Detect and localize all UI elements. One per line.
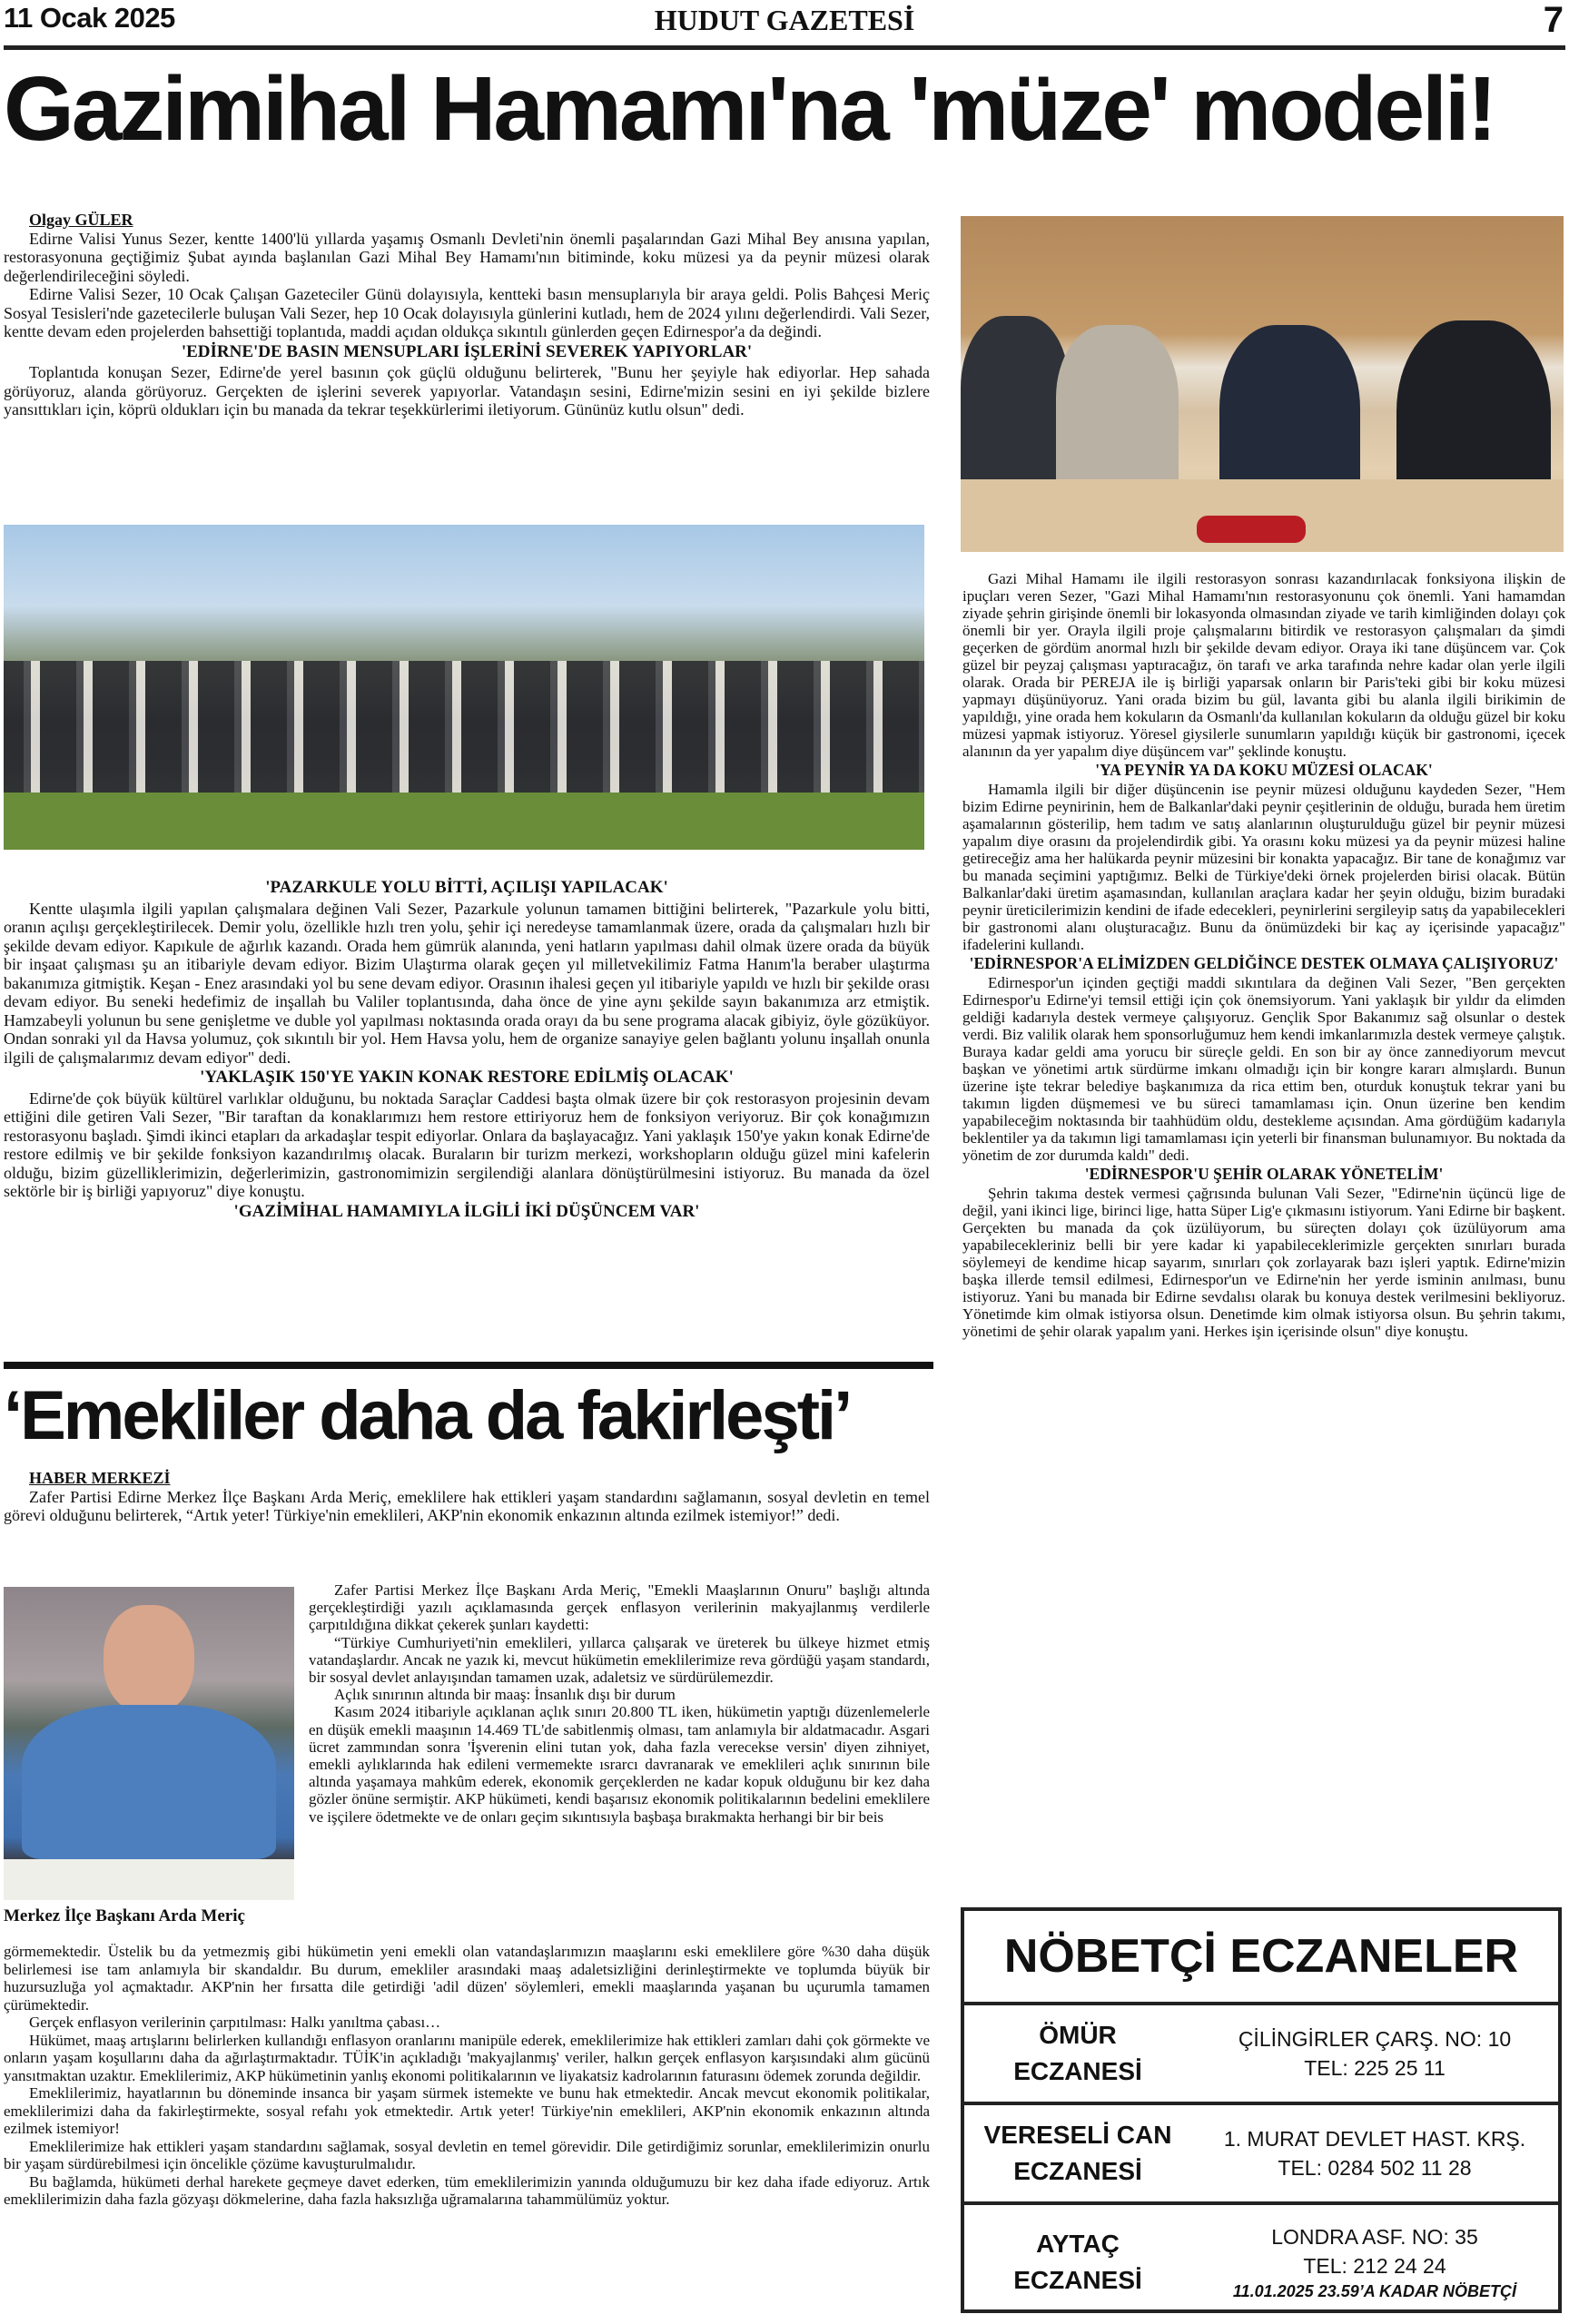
paragraph: Zafer Partisi Edirne Merkez İlçe Başkanı Arda Meriç, emeklilere hak ettikleri yaşam standardını sağlamanın, sosyal devletin en temel görevi olduğunu belirterek, “Artık yeter! Türkiye'nin emeklileri, AKP'nin ekonomik enkazının altında ezilmek istemiyor!” dedi. xyxy=(4,1487,930,1524)
paragraph: Açlık sınırının altında bir maaş: İnsanlık dışı bir durum xyxy=(334,1686,676,1704)
paragraph: Kasım 2024 itibariyle açıklanan açlık sınırı 20.800 TL iken, hükümetin yaptığı düzenlemelerle en düşük emekli maaşının 14.469 TL'de sabitlenmiş olması, tam anlamıyla bir aldatmacadır. Asgari ücret zammından sonra 'İşverenin elini tutan yok, daha fazla verecekse versin' diyen zihniyet, emekli aylıklarında hak edileni vermemekte ısrarcı davranarak ve emeklileri açlık sınırının bile altında yaşamaya mahkûm ederek, ekonomik gerçeklerden ne kadar kopuk olduğunu bir kez daha gözler önüne sermiştir. AKP hükümeti, kendi başarısız ekonomik politikalarının bedelini emeklilere ve işçilere ödetmekte ve de onları geçim sıkıntısıyla başbaşa bırakmakta herhangi bir bir beis xyxy=(309,1703,930,1826)
subheading: 'YAKLAŞIK 150'YE YAKIN KONAK RESTORE EDİLMİŞ OLACAK' xyxy=(200,1068,734,1087)
paragraph: Zafer Partisi Merkez İlçe Başkanı Arda Meriç, "Emekli Maaşlarının Onuru" başlığı altında gerçekleştirdiği yazılı açıklamasında gerçek enflasyon verilerinin makyajlanmış verdilerle çarpıtıldığına dikkat çekerek şunları kaydetti: xyxy=(309,1581,930,1634)
article1-right-column xyxy=(962,570,1565,1340)
paragraph: Edirne'de çok büyük kültürel varlıklar olduğunu, bu noktada Saraçlar Caddesi başta olmak üzere bir çok restorasyon projesinin devam ettiğini dile getiren Vali Sezer, "Bir taraftan da konaklarımızı hem restore ettiriyoruz hem de fonksiyon veriyoruz. Bir çok konağımızın restorasyonu başladı. Şimdi ikinci etapları da arkadaşlar tespit ediyorlar. Onlara da başlayacağız. Yani yaklaşık 150'ye yakın konak Edirne'de restore edilmiş ve bir şekilde fonksiyon kazandırılmış olacak. Buraların bir turizm merkezi, workshopların olduğu güzel mini kafelerin olduğu, bizim güzelliklerimizin, değerlerimizin, gastronomimizin sergilendiği alanlara dönüştürülmesini istiyoruz. Bu manada da özel sektörle bir iş birliği yapıyoruz" diye konuştu. xyxy=(4,1088,930,1200)
article1-intro-column xyxy=(4,211,930,419)
pharmacy-phone: TEL: 212 24 24 xyxy=(1303,2253,1446,2278)
pharmacy-name: AYTAÇ xyxy=(1036,2229,1120,2258)
paragraph: “Türkiye Cumhuriyeti'nin emeklileri, yıllarca çalışarak ve üreterek bu ülkeye hizmet etmiş vatandaşlardır. Ancak ne yazık ki, mevcut hükümetin emeklilerimize reva gördüğü yaşam standardı, bir sosyal devlet anlayışından tamamen uzak, adaletsiz ve sürdürülemezdir. xyxy=(309,1633,930,1687)
subheading: 'EDİRNESPOR'A ELİMİZDEN GELDİĞİNCE DESTEK OLMAYA ÇALIŞIYORUZ' xyxy=(969,954,1559,972)
masthead-rule xyxy=(4,45,1565,50)
paragraph: Şehrin takıma destek vermesi çağrısında bulunan Vali Sezer, "Edirne'nin üçüncü lige de değil, yani ikinci lige, birinci lige, hatta Süper Lig'e çıkmasını istiyorum. Yani Edirne bir başkent. Gerçekten bu manada da çok üzülüyorum, bu süreçten dolayı çok üzülüyorum ama yapabilecekleriniz belli bir yere kadar ki yapabileceklerimizle gerçekten sınırları burada söylemeyi de kendime hicap sayarım, sınırları çok zorlayarak bazı işleri yaptık. Edirne'mizin başka illerde temsil edilmesi, Edirnespor'un ve Edirne'nin her yerde isminin anılması, bunu istiyoruz. Yani bu manada bir Edirne sevdalısı olarak bu konuya destek verilmesini bekliyoruz. Yönetimde kim olmak istiyorsa olsun. Denetimde kim olmak istiyorsa olsun. Bu şehrin takımı, yönetimi de şehir olarak yapalım yani. Herkes işin içerisinde olsun" diye konuştu. xyxy=(962,1185,1565,1340)
paragraph: Gazi Mihal Hamamı ile ilgili restorasyon sonrası kazandırılacak fonksiyona ilişkin de ipuçları veren Sezer, "Gazi Mihal Hamamı'nın restorasyonunu çok önemli. Yani hamamdan ziyade şehrin girişinde önemli bir lokasyonda olmasından ziyade ve tarih kimliğinden dolayı çok önemli bir yer. Orayla ilgili proje çalışmalarını bitirdik ve restorasyon çalışmaları da şimdi geçerken de gördüm anormal hızlı bir şekilde devam ediyor. Oraya iki tane düşüncem var. Çok güzel bir peyzaj çalışması yaptıracağız, ön tarafı ve arka tarafında nehre kadar olan yerle ilgili olarak. Orada bir PEREJA ile iş birliği yaparsak onların bir Paris'teki gibi bir koku müzesi yapmayı düşünüyoruz. Yani orada bizim bu gül, lavanta gibi bu alanla ilgili birikimin de yapıldığı, yine orada hem kokuların da Osmanlı'da kullanılan kokuların da olduğu güzel bir koku müzesi yapmak istiyoruz. Yöresel giysilerle sunumların yapıldığı küçük bir gastronomi, içecek alanının da yer yapalım diye düşüncem var" şeklinde konuştu. xyxy=(962,570,1565,760)
pharmacy-address: ÇİLİNGİRLER ÇARŞ. NO: 10 xyxy=(1238,2027,1512,2051)
subheading: 'GAZİMİHAL HAMAMIYLA İLGİLİ İKİ DÜŞÜNCEM VAR' xyxy=(233,1201,700,1221)
paragraph: Kentte ulaşımla ilgili yapılan çalışmalara değinen Vali Sezer, Pazarkule yolunun tamamen bittiğini belirterek, "Pazarkule yolu bitti, oranın açılışı gerçekleştirilecek. Demir yolu, özellikle hızlı tren yolu, şehir içi neredeyse tamamlanmak üzere, orada da çalışmaları hızlı bir şekilde devam ediyor. Kapıkule de ağırlık kazandı. Orada hem gümrük alanında, yeni hatların yapılması dahil olmak üzere orada da büyük bir inşaat çalışması şu an itibariyle devam ediyor. Bizim Ulaştırma olarak geçen yıl milletvekilimiz Fatma Hanım'la beraber ulaştırma bakanımıza gitmiştik. Keşan - Enez arasındaki yol bu sene devam ediyor. Orasının ihalesi geçen yıl itibariyle yapıldı ve hızlı bir şekilde orası devam ediyor. Bu seneki hedefimiz de inşallah bu Valiler toplantısında, daha önce de yine aynı şekilde sayın bakanımıza arz etmiştik. Hamzabeyli yolunun bu sene genişletme ve duble yol yapılması noktasında orada orayı da bu sene programa alacak gibiyiz, öyle gözüküyor. Ondan sonraki yıl da Havsa yolumuz, çok sıkıntılı bir yol. Hem Havsa yolu, hem de organize sanayiye gelen bağlantı yolunu inşallah onunla ilgili de çalışmalarımız devam ediyor" dedi. xyxy=(4,899,930,1067)
photo-caption: Merkez İlçe Başkanı Arda Meriç xyxy=(4,1906,245,1925)
group-photo-journalists xyxy=(4,525,924,850)
paragraph: Toplantıda konuşan Sezer, Edirne'de yerel basının çok güçlü olduğunu belirterek, "Bunu her şeyiyle hak ediyorlar. Hep sahada görüyoruz, alanda görüyoruz. Gerçekten de işlerini severek yapıyorlar. Vatandaşın sesini, Edirne'mizin sesini en iyi şekilde bizlere yansıttıkları için, köprü oldukları için bu manada da tekrar teşekkürlerimi iletiyorum. Gününüz kutlu olsun" dedi. xyxy=(4,363,930,419)
byline: Olgay GÜLER xyxy=(29,211,133,229)
second-headline: ‘Emekliler daha da fakirleşti’ xyxy=(4,1377,851,1454)
portrait-photo-arda-meric xyxy=(4,1587,294,1900)
pharmacy-name-suffix: ECZANESİ xyxy=(1013,2265,1142,2294)
page-number: 7 xyxy=(1543,0,1564,40)
pharmacy-phone: TEL: 225 25 11 xyxy=(1304,2056,1446,2080)
pharmacy-phone: TEL: 0284 502 11 28 xyxy=(1278,2156,1472,2180)
paragraph: Emeklilerimiz, hayatlarının bu döneminde insanca bir yaşam sürmek istemekte ve bunu hak etmektedir. Ancak mevcut ekonomik politikalar, emeklilerimizi daha da fakirleştirmekte, sosyal refahı yok etmektedir. Artık yeter! Türkiye'nin emeklileri, AKP'nin ekonomik enkazının altında ezilmek istemiyor! xyxy=(4,2084,930,2137)
paragraph: Hamamla ilgili bir diğer düşüncenin ise peynir müzesi olduğunu kaydeden Sezer, "Hem bizim Edirne peynirinin, hem de Balkanlar'daki peynir çeşitlerinin de olduğu, burada hem üretim aşamalarının gösterilip, hem tadım ve satış alanlarının oluşturulduğu güzel bir peynir müzesi yapalım diye orasını da projelendirdik gibi. Ya orasını koku müzesi ya da peynir müzesi haline getireceğiz ama her halükarda peynir müzesini bir konakta yapacağız. Bir tane de konağımız var bu manada seçimini yaptığımız. Belki de Türkiye'deki örnek projelerden birisi olacak. Bütün Balkanlar'daki üretim aşamasından, kullanılan araçlara kadar her şeyin olduğu, bizim buradaki peynir üreticilerimizin kendini de ifade edecekleri, peynirlerini sergileyip satış da yapabilecekleri bir gastronomi alanı oluşturacağız. Bunu da önümüzdeki bir kaç ay içerisinde yapacağız" ifadelerini kullandı. xyxy=(962,781,1565,953)
paragraph: görmemektedir. Üstelik bu da yetmezmiş gibi hükümetin yeni emekli olan vatandaşlarımızın maaşlarını eski emeklilere göre %30 daha düşük belirlemesi ise tam anlamıyla bir skandaldır. Bu durum, emekliler arasındaki maaş adaletsizliğini derinleştirmekte ve toplumda büyük bir huzursuzluğa yol açmaktadır. AKP'nin her fırsatta dile getirdiği 'adil düzen' söylemleri, emekli maaşlarında yaşanan bu uçurumla tamamen çürümektedir. xyxy=(4,1943,930,2014)
byline: HABER MERKEZİ xyxy=(29,1469,171,1487)
pharmacies-title: NÖBETÇİ ECZANELER xyxy=(964,1911,1558,2005)
pharmacy-name: VERESELİ CAN xyxy=(983,2121,1172,2149)
subheading: 'PAZARKULE YOLU BİTTİ, AÇILIŞI YAPILACAK' xyxy=(265,878,668,897)
press-meeting-photo xyxy=(961,216,1564,552)
paragraph: Hükümet, maaş artışlarını belirlerken kullandığı enflasyon oranlarını manipüle ederek, emeklilerimize hak ettikleri zamları dahi çok görmekte ve onların yaşam koşullarını daha da ağırlaştırmaktadır. TÜİK'in açıkladığı 'makyajlanmış' veriler, halkın gerçek enflasyon karşısındaki alım gücünü yansıtmaktan uzaktır. Emeklilerimiz, AKP hükümetinin yanlış ekonomi politikalarının ve liyakatsiz kadrolarının faturasını ödemek zorunda değildir. xyxy=(4,2031,930,2084)
pharmacy-name-suffix: ECZANESİ xyxy=(1013,2057,1142,2085)
pharmacy-address: LONDRA ASF. NO: 35 xyxy=(1271,2224,1478,2249)
issue-date: 11 Ocak 2025 xyxy=(4,2,175,34)
duty-note: 11.01.2025 23.59’A KADAR NÖBETÇİ xyxy=(1232,2281,1517,2300)
subheading: 'YA PEYNİR YA DA KOKU MÜZESİ OLACAK' xyxy=(1095,761,1433,779)
subheading: 'EDİRNE'DE BASIN MENSUPLARI İŞLERİNİ SEVEREK YAPIYORLAR' xyxy=(181,341,753,361)
pharmacy-row xyxy=(964,2205,1558,2319)
main-headline: Gazimihal Hamamı'na 'müze' modeli! xyxy=(4,58,1495,160)
article2-intro xyxy=(4,1469,930,1525)
paragraph: Edirnespor'un içinden geçtiği maddi sıkıntılara da değinen Vali Sezer, "Ben gerçekten Edirnespor'u Edirne'yi temsil ettiği için çok önemsiyorum. Yani yaklaşık bir yıldır da elimden geldiği kadarıyla destek vermeye çalışıyoruz. Gençlik Spor Bakanımız sağ olsunlar o destek verdi. Biz valilik olarak hem sponsorluğumuz hem kendi imkanlarımızla destek vermeye çalıştık. Buraya kadar geldi ama yorucu bir süreçle geldi. En son bir ay önce zannediyorum mevcut başkan ve yönetimi artık sürdürme imkanı olmadığı için bir kongre kararı almışlardı. Bunun üzerine işte tekrar belediye başkanımıza da rica ettim ben, oturduk konuştuk tekrar yani bu takımın ligden düşmemesi ve bu süreci tamamlaması için. Onun üzerine ben kendim yapabileceğim noktasında bir taahhüdüm oldu, destekleme açısından. Ama gördüğüm kadarıyla beklentiler ya da takımın ligi tamamlaması için yeterli bir finansman bulunamıyor. Bu noktada da yönetim de zor durumda kaldı" dedi. xyxy=(962,974,1565,1164)
pharmacy-name: ÖMÜR xyxy=(1039,2021,1117,2049)
on-duty-pharmacies-box xyxy=(961,1907,1562,2313)
paragraph: Gerçek enflasyon verilerinin çarpıtılması: Halkı yanıltma çabası… xyxy=(29,2014,441,2031)
subheading: 'EDİRNESPOR'U ŞEHİR OLARAK YÖNETELİM' xyxy=(1084,1165,1444,1183)
article2-body xyxy=(4,1943,930,2209)
article-divider xyxy=(4,1362,933,1369)
paragraph: Emeklilerimize hak ettikleri yaşam standardını sağlamak, sosyal devletin en temel görevidir. Dile getirdiğimiz sorunlar, emeklilerimizin onurlu bir yaşam sürdürebilmesi için öncelikle çözüme kavuşturulmalıdır. xyxy=(4,2137,930,2172)
paragraph: Bu bağlamda, hükümeti derhal harekete geçmeye davet ederken, tüm emeklilerimizin yanında olduğumuzu bir kez daha ifade ediyoruz. Artık emeklilerimizin daha fazla gözyaşı dökmelerine, daha fazla haksızlığa uğramalarına tahammülümüz yoktur. xyxy=(4,2172,930,2208)
paragraph: Edirne Valisi Yunus Sezer, kentte 1400'lü yıllarda yaşamış Osmanlı Devleti'nin önemli paşalarından Gazi Mihal Bey anısına yapılan, restorasyonuna geçtiğimiz Şubat ayında başlanılan Gazi Mihal Bey Hamamı'nın bitiminde, koku müzesi ya da peynir müzesi olarak değerlendirileceğini söyledi. xyxy=(4,229,930,285)
pharmacy-name-suffix: ECZANESİ xyxy=(1013,2157,1142,2185)
pharmacy-address: 1. MURAT DEVLET HAST. KRŞ. xyxy=(1223,2127,1526,2151)
paragraph: Edirne Valisi Sezer, 10 Ocak Çalışan Gazeteciler Günü dolayısıyla, kentteki basın mensuplarıyla bir araya geldi. Polis Bahçesi Meriç Sosyal Tesisleri'nde gazetecilerle buluşan Vali Sezer, hep 10 Ocak dolayısıyla günlerini kutladı, hem de 2024 yılını değerlendirdi. Vali Sezer, kentte devam eden projelerden bahsettiği toplantıda, maddi açıdan oldukça sıkıntılı günlerden geçen Edirnespor'a da değindi. xyxy=(4,285,930,340)
pharmacy-row xyxy=(964,2005,1558,2105)
article2-side-column xyxy=(309,1581,930,1826)
newspaper-name: HUDUT GAZETESİ xyxy=(654,4,915,36)
article1-body-column xyxy=(4,877,930,1223)
pharmacy-row xyxy=(964,2105,1558,2205)
